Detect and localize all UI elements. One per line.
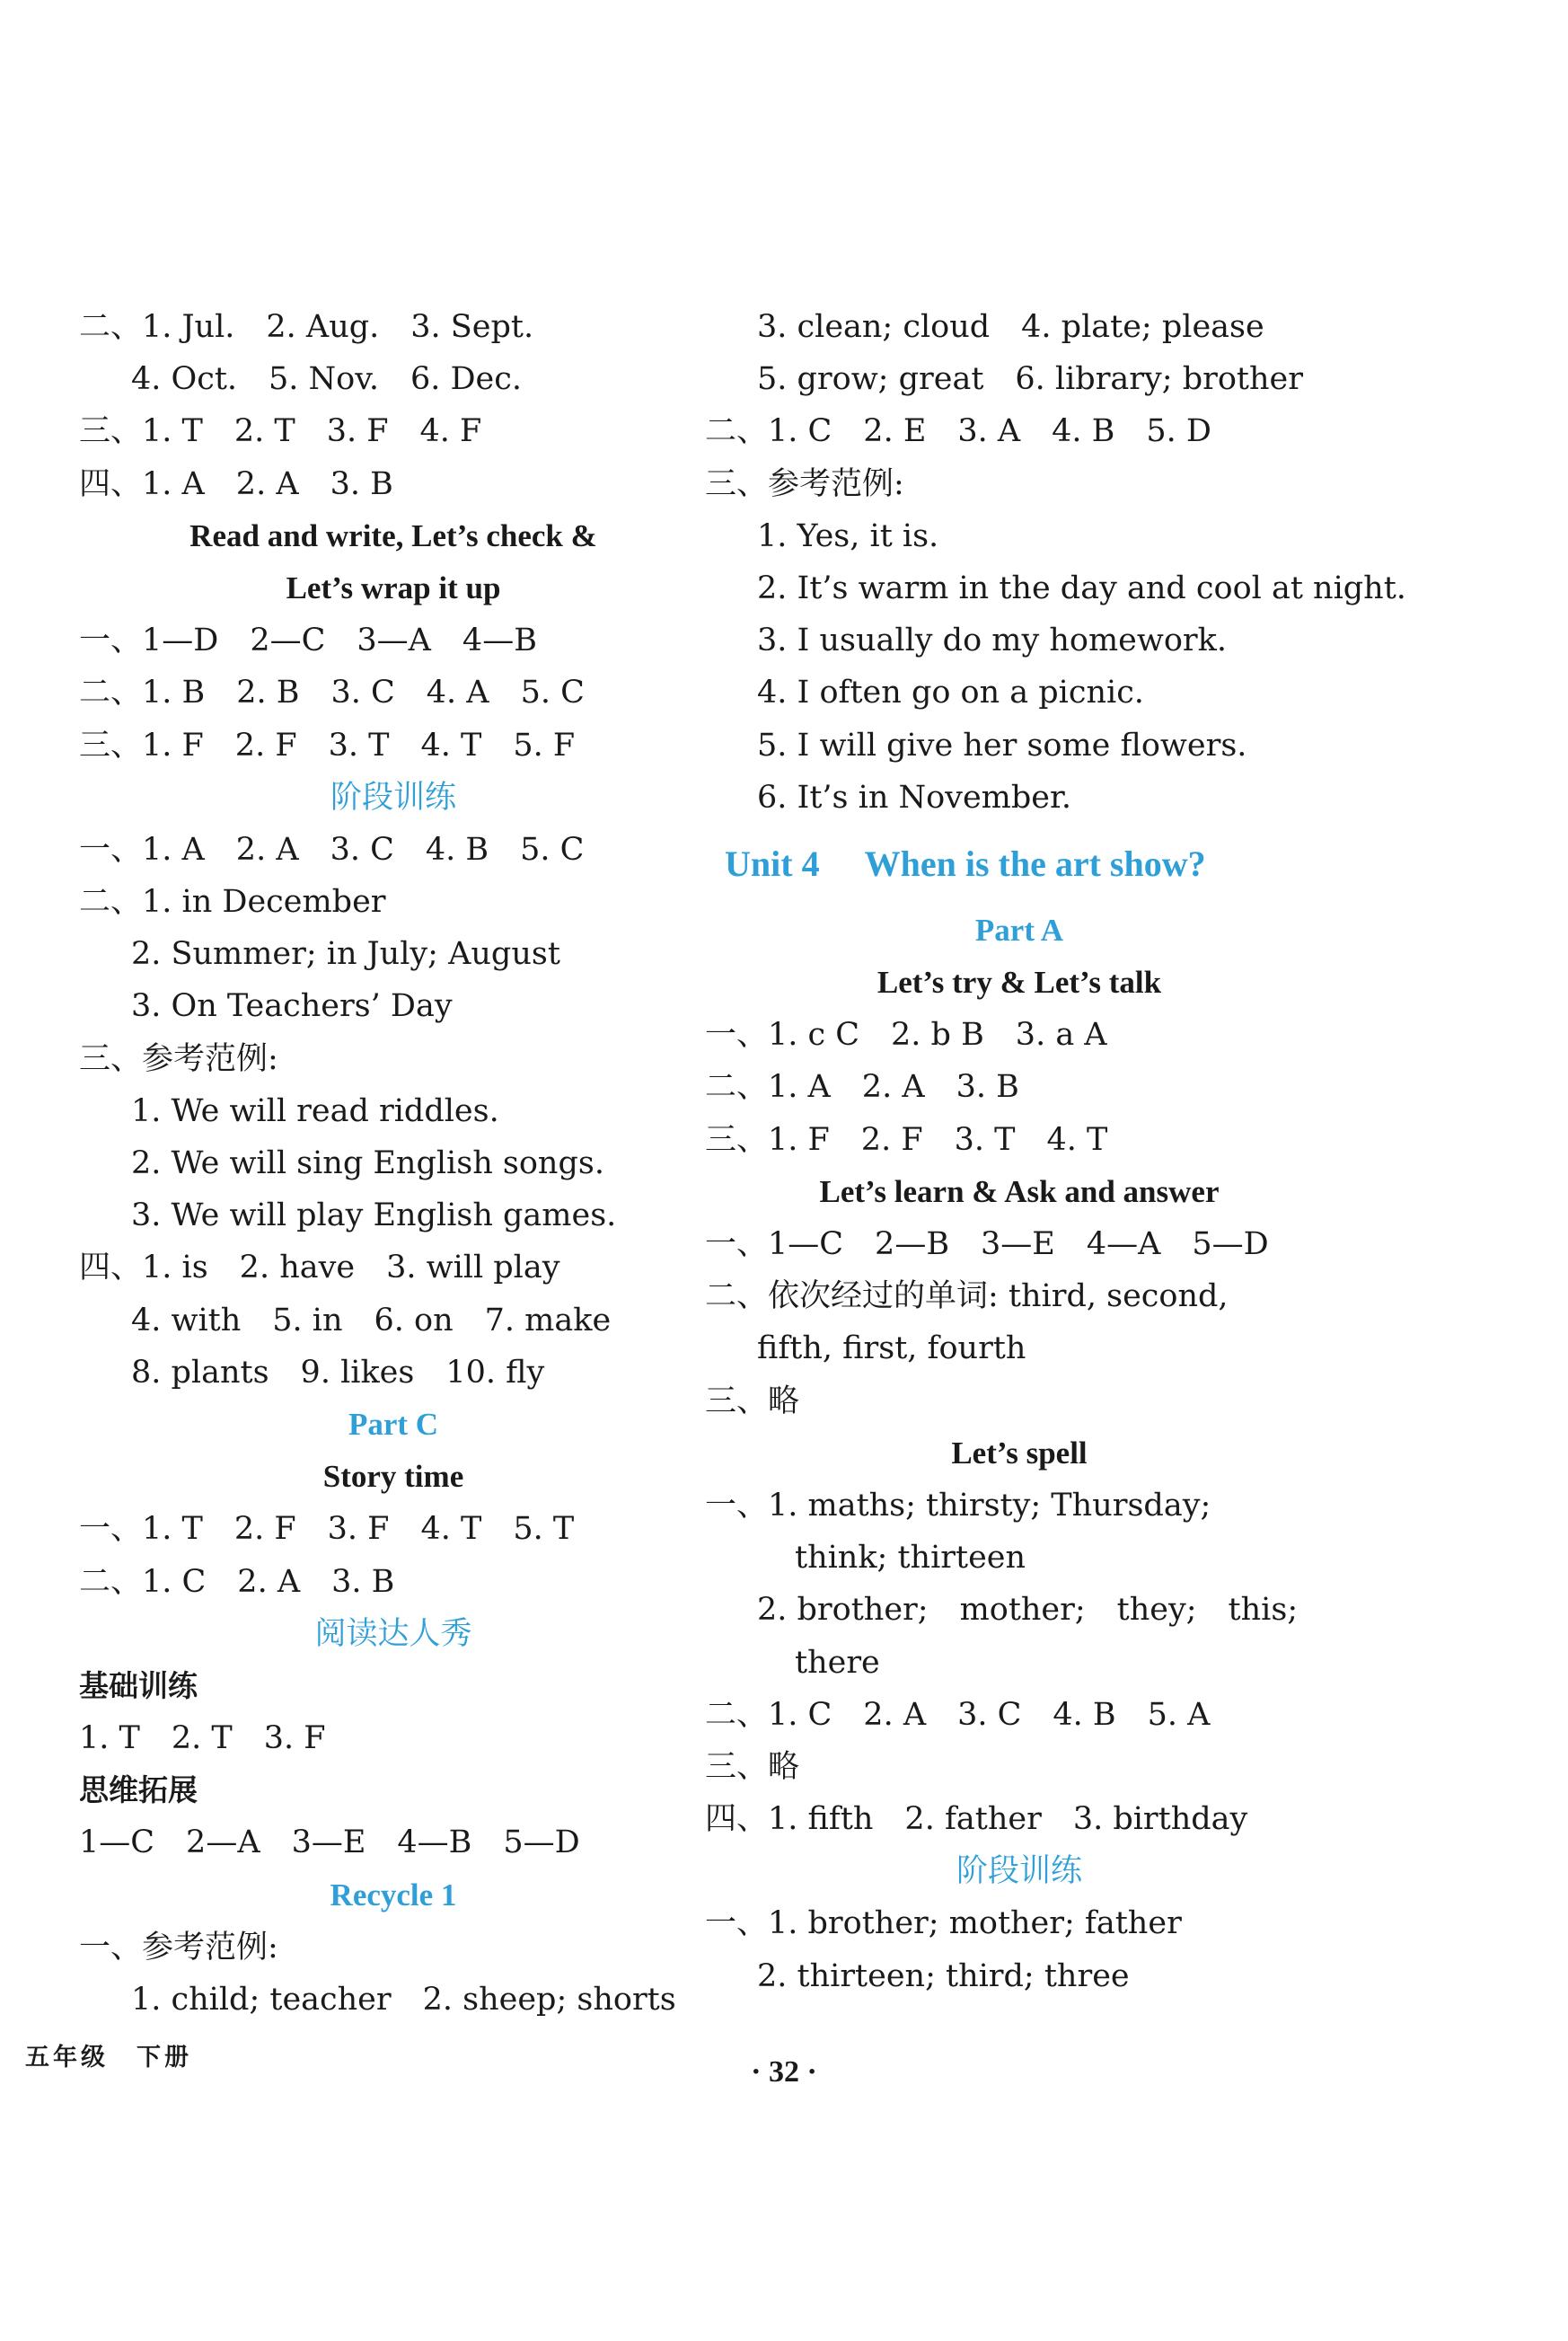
section-heading: 基础训练 (79, 1667, 198, 1703)
answer-line: 二、依次经过的单词: third, second, (705, 1278, 1229, 1315)
section-heading: Story time (322, 1459, 464, 1495)
answer-line: think; thirteen (795, 1540, 1026, 1577)
section-heading: Let’s try & Let’s talk (876, 965, 1162, 1001)
answer-line: 2. Summer; in July; August (131, 936, 560, 973)
section-heading: Let’s learn & Ask and answer (819, 1173, 1220, 1209)
answer-line: 2. It’s warm in the day and cool at night. (757, 570, 1406, 606)
answer-line: 四、1. fifth 2. father 3. birthday (705, 1801, 1248, 1838)
right-column-bottom (705, 905, 1334, 2002)
answer-line: 四、1. A 2. A 3. B (79, 465, 393, 502)
answer-line: 3. I usually do my homework. (757, 623, 1227, 659)
answer-line: 1. T 2. T 3. F (79, 1720, 326, 1757)
section-heading: Let’s wrap it up (286, 570, 501, 605)
answer-line: 5. grow; great 6. library; brother (757, 361, 1303, 398)
answer-line: 三、参考范例: (79, 1040, 278, 1077)
answer-line: 3. On Teachers’ Day (131, 988, 453, 1025)
answer-line: 3. We will play English games. (131, 1197, 617, 1234)
answer-line: 三、1. T 2. T 3. F 4. F (79, 413, 482, 450)
answer-line: 一、1. maths; thirsty; Thursday; (705, 1487, 1211, 1524)
answer-line: 二、1. A 2. A 3. B (705, 1069, 1019, 1106)
answer-line: 二、1. in December (79, 884, 386, 921)
grade-label: 五年级 下册 (25, 2044, 192, 2072)
answer-line: 8. plants 9. likes 10. fly (131, 1354, 545, 1391)
answer-line: 一、1—D 2—C 3—A 4—B (79, 623, 537, 659)
answer-line: 1—C 2—A 3—E 4—B 5—D (79, 1824, 580, 1861)
unit-title (705, 824, 1334, 905)
right-column (705, 301, 1406, 2002)
answer-line: 二、1. C 2. A 3. B (79, 1563, 395, 1600)
answer-line: 1. child; teacher 2. sheep; shorts (131, 1982, 676, 2018)
section-heading: 思维拓展 (79, 1772, 198, 1808)
answer-line: 4. I often go on a picnic. (757, 675, 1144, 711)
answer-line: 1. We will read riddles. (131, 1092, 499, 1129)
section-heading: Part C (348, 1406, 439, 1442)
answer-line: 5. I will give her some flowers. (757, 727, 1247, 764)
answer-line: 一、1. c C 2. b B 3. a A (705, 1017, 1107, 1054)
answer-line: 一、1. A 2. A 3. C 4. B 5. C (79, 831, 585, 868)
section-heading: Let’s spell (951, 1435, 1088, 1471)
answer-line: 3. clean; cloud 4. plate; please (757, 309, 1264, 345)
section-heading: Part A (974, 912, 1064, 948)
section-heading: Recycle 1 (330, 1877, 457, 1913)
answer-line: 三、参考范例: (705, 465, 904, 502)
answer-line: 一、1. brother; mother; father (705, 1905, 1182, 1942)
unit-name: When is the art show? (864, 843, 1206, 884)
answer-line: 二、1. C 2. A 3. C 4. B 5. A (705, 1696, 1211, 1733)
answer-line: 二、1. B 2. B 3. C 4. A 5. C (79, 675, 585, 711)
answer-line: 2. brother; mother; they; this; (757, 1592, 1299, 1629)
right-column-top (705, 301, 1406, 824)
section-heading: Read and write, Let’s check & (189, 517, 597, 553)
answer-line: 三、1. F 2. F 3. T 4. T 5. F (79, 727, 576, 764)
answer-line: 一、参考范例: (79, 1929, 278, 1966)
answer-line: 2. We will sing English songs. (131, 1145, 604, 1181)
left-column (79, 301, 708, 2026)
section-heading: 阶段训练 (956, 1853, 1082, 1890)
answer-line: fifth, first, fourth (757, 1330, 1026, 1367)
answer-line: 三、略 (705, 1748, 800, 1785)
answer-line: 一、1—C 2—B 3—E 4—A 5—D (705, 1226, 1269, 1262)
answer-line: 三、1. F 2. F 3. T 4. T (705, 1121, 1108, 1158)
unit-number: Unit 4 (725, 843, 820, 884)
answer-line: 4. Oct. 5. Nov. 6. Dec. (131, 361, 522, 398)
answer-line: there (795, 1644, 880, 1681)
section-heading: 阅读达人秀 (314, 1615, 472, 1652)
answer-line: 二、1. C 2. E 3. A 4. B 5. D (705, 413, 1211, 450)
answer-line: 二、1. Jul. 2. Aug. 3. Sept. (79, 309, 534, 345)
answer-line: 1. Yes, it is. (757, 517, 939, 554)
answer-line: 4. with 5. in 6. on 7. make (131, 1302, 612, 1338)
answer-line: 四、1. is 2. have 3. will play (79, 1250, 560, 1286)
page-number: · 32 · (751, 2055, 817, 2089)
answer-line: 一、1. T 2. F 3. F 4. T 5. T (79, 1511, 575, 1548)
answer-line: 三、略 (705, 1383, 800, 1419)
answer-line: 2. thirteen; third; three (757, 1957, 1130, 1994)
answer-line: 6. It’s in November. (757, 779, 1071, 816)
section-heading: 阶段训练 (330, 779, 456, 816)
